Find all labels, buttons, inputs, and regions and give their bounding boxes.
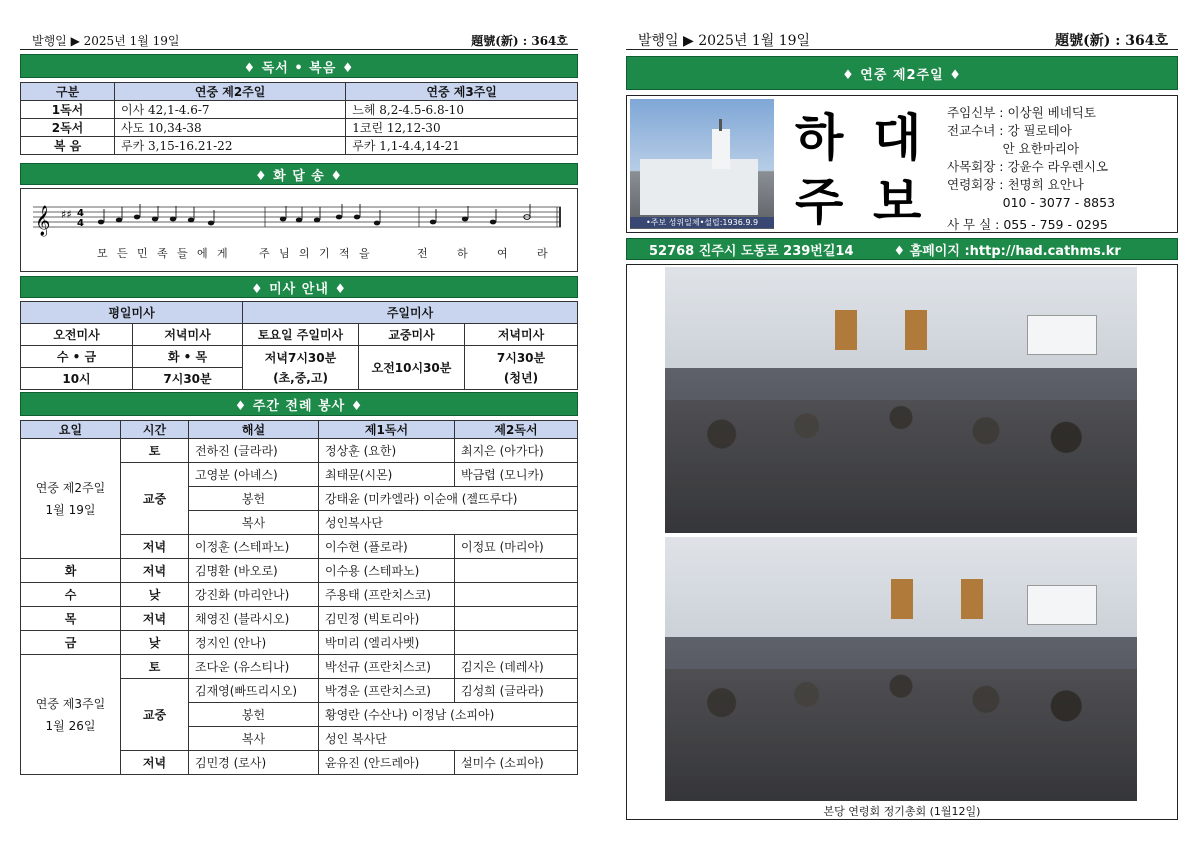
title-char: 보 bbox=[873, 172, 922, 231]
photo-caption: 본당 연령회 정기총회 (1월12일) bbox=[823, 805, 981, 818]
note-head bbox=[134, 215, 140, 220]
duty-cell: 이수용 (스테파노) bbox=[319, 559, 455, 583]
weekday-evening-time: 7시30분 bbox=[133, 368, 243, 390]
table-row bbox=[21, 119, 578, 137]
sun-evening-note: (청년) bbox=[503, 370, 539, 385]
reading-name: 복 음 bbox=[21, 137, 115, 155]
issue-number: 題號(新) : 364호 bbox=[471, 34, 568, 48]
meeting-photo-2 bbox=[665, 537, 1137, 801]
note-head bbox=[152, 217, 158, 222]
lyric-syllable: 님 bbox=[279, 247, 290, 260]
table-row bbox=[21, 101, 578, 119]
duty-cell: 이정묘 (마리아) bbox=[455, 535, 578, 559]
sat-mass-time: 저녁7시30분 bbox=[264, 350, 337, 365]
title-char: 주 bbox=[795, 172, 844, 231]
church-photo bbox=[630, 99, 774, 229]
note-head bbox=[490, 220, 496, 225]
address: 52768 진주시 도동로 239번길14 bbox=[649, 243, 854, 259]
meeting-photo-1 bbox=[665, 267, 1137, 533]
note-head bbox=[314, 218, 320, 223]
mass-col: 오전미사 bbox=[21, 324, 133, 346]
weekday-morning-time: 10시 bbox=[21, 368, 133, 390]
lyric-syllable: 게 bbox=[217, 247, 228, 260]
duty-cell: 전하진 (글라라) bbox=[189, 439, 319, 463]
sat-mass-note: (초,중,고) bbox=[273, 370, 328, 385]
duty-cell: 윤유진 (안드레아) bbox=[319, 751, 455, 775]
masthead bbox=[626, 95, 1178, 233]
duty-cell: 주용태 (프란치스코) bbox=[319, 583, 455, 607]
sunday-mass-header: 주일미사 bbox=[243, 302, 578, 324]
weekday: 화 bbox=[21, 559, 121, 583]
reading-week2: 루카 3,15-16.21-22 bbox=[115, 137, 346, 155]
mass-col: 교중미사 bbox=[359, 324, 465, 346]
reading-week2: 이사 42,1-4.6-7 bbox=[115, 101, 346, 119]
homepage-link[interactable]: ♦ 홈페이지 :http://had.cathms.kr bbox=[893, 243, 1121, 259]
duty-cell: 박금렵 (모니카) bbox=[455, 463, 578, 487]
note-head bbox=[354, 215, 360, 220]
svg-text:4: 4 bbox=[77, 218, 84, 229]
lyric-syllable: 든 bbox=[117, 247, 128, 260]
title-char: 하 bbox=[795, 108, 844, 167]
reading-name: 2독서 bbox=[21, 119, 115, 137]
time-main: 교중 bbox=[121, 679, 189, 751]
week1-label: 연중 제2주일 bbox=[35, 480, 106, 495]
note-head bbox=[116, 218, 122, 223]
sun-evening-time: 7시30분 bbox=[496, 350, 546, 365]
weekday-time: 저녁 bbox=[121, 559, 189, 583]
reading-week3: 1코린 12,12-30 bbox=[346, 119, 578, 137]
lyric-syllable: 족 bbox=[157, 247, 168, 260]
staff-notation bbox=[21, 189, 577, 245]
time-sat: 토 bbox=[121, 439, 189, 463]
duty-col-day: 요일 bbox=[21, 421, 121, 439]
serve-names: 성인 복사단 bbox=[319, 727, 578, 751]
title-char: 대 bbox=[873, 108, 922, 167]
duty-cell: 고영분 (아녜스) bbox=[189, 463, 319, 487]
week-band: ♦ 연중 제2주일 ♦ bbox=[626, 56, 1178, 90]
duty-cell bbox=[455, 607, 578, 631]
duty-cell: 김민정 (빅토리아) bbox=[319, 607, 455, 631]
offer-label: 봉헌 bbox=[189, 487, 319, 511]
duty-cell: 김명환 (바오로) bbox=[189, 559, 319, 583]
weekday-evening-days: 화 • 목 bbox=[133, 346, 243, 368]
weekday-time: 낮 bbox=[121, 583, 189, 607]
responsorial-title: ♦ 화 답 송 ♦ bbox=[20, 163, 578, 185]
duty-cell: 강진화 (마리안나) bbox=[189, 583, 319, 607]
lyric-syllable: 들 bbox=[177, 247, 188, 260]
staff-line: 010 - 3077 - 8853 bbox=[947, 195, 1116, 210]
duty-cell: 김지은 (데레사) bbox=[455, 655, 578, 679]
note-head bbox=[280, 217, 286, 222]
mass-title: ♦ 미사 안내 ♦ bbox=[20, 276, 578, 298]
note-head bbox=[296, 218, 302, 223]
time-sat: 토 bbox=[121, 655, 189, 679]
office-phone: 사 무 실 : 055 - 759 - 0295 bbox=[947, 217, 1108, 232]
reading-name: 1독서 bbox=[21, 101, 115, 119]
duty-cell: 정상훈 (요한) bbox=[319, 439, 455, 463]
lyric-syllable: 여 bbox=[497, 247, 508, 260]
duty-cell: 채영진 (블라시오) bbox=[189, 607, 319, 631]
duty-col-reading1: 제1독서 bbox=[319, 421, 455, 439]
issue-date: 발행일 ▶ 2025년 1월 19일 bbox=[32, 34, 180, 48]
address-band bbox=[626, 238, 1178, 260]
duty-col-reading2: 제2독서 bbox=[455, 421, 578, 439]
music-score bbox=[20, 188, 578, 272]
readings-title: ♦ 독서 • 복음 ♦ bbox=[20, 54, 578, 78]
week2-label: 연중 제3주일 bbox=[35, 696, 106, 711]
left-header bbox=[20, 32, 578, 50]
lyric-syllable: 하 bbox=[457, 247, 468, 260]
note-head bbox=[188, 218, 194, 223]
duty-cell: 설미수 (소피아) bbox=[455, 751, 578, 775]
offer-names: 황영란 (수산나) 이정남 (소피아) bbox=[319, 703, 578, 727]
staff-line: 전교수녀 : 강 필로테아 bbox=[947, 123, 1072, 138]
lyric-syllable: 에 bbox=[197, 247, 208, 260]
readings-col-kind: 구분 bbox=[21, 83, 115, 101]
duty-cell: 최지은 (아가다) bbox=[455, 439, 578, 463]
duty-cell: 조다운 (유스티나) bbox=[189, 655, 319, 679]
weekday: 금 bbox=[21, 631, 121, 655]
note-head bbox=[170, 217, 176, 222]
note-head bbox=[374, 221, 380, 226]
weekday: 목 bbox=[21, 607, 121, 631]
note-head bbox=[430, 220, 436, 225]
offer-names: 강태윤 (미카엘라) 이순애 (젤뜨루다) bbox=[319, 487, 578, 511]
serve-label: 복사 bbox=[189, 511, 319, 535]
offer-label: 봉헌 bbox=[189, 703, 319, 727]
issue-number: 題號(新) : 364호 bbox=[1055, 33, 1168, 49]
staff-list bbox=[947, 104, 1115, 234]
duty-cell bbox=[455, 583, 578, 607]
right-page bbox=[626, 0, 1178, 846]
duty-title: ♦ 주간 전례 봉사 ♦ bbox=[20, 392, 578, 416]
reading-week2: 사도 10,34-38 bbox=[115, 119, 346, 137]
table-row bbox=[21, 137, 578, 155]
time-eve: 저녁 bbox=[121, 535, 189, 559]
lyric-syllable: 라 bbox=[537, 247, 548, 260]
note-head bbox=[98, 220, 104, 225]
lyric-syllable: 적 bbox=[339, 247, 350, 260]
weekday-mass-header: 평일미사 bbox=[21, 302, 243, 324]
serve-label: 복사 bbox=[189, 727, 319, 751]
photo-panel bbox=[626, 264, 1178, 820]
duty-cell: 박미리 (엘리사벳) bbox=[319, 631, 455, 655]
readings-col-week3: 연중 제3주일 bbox=[346, 83, 578, 101]
week2-date: 1월 26일 bbox=[45, 718, 96, 733]
duty-cell: 박선규 (프란치스코) bbox=[319, 655, 455, 679]
lyric-syllable: 민 bbox=[137, 247, 148, 260]
duty-cell: 김성희 (글라라) bbox=[455, 679, 578, 703]
duty-cell: 박경운 (프란치스코) bbox=[319, 679, 455, 703]
time-main: 교중 bbox=[121, 463, 189, 535]
duty-col-time: 시간 bbox=[121, 421, 189, 439]
reading-week3: 루카 1,1-4.4,14-21 bbox=[346, 137, 578, 155]
weekday-time: 저녁 bbox=[121, 607, 189, 631]
duty-col-commentary: 해설 bbox=[189, 421, 319, 439]
staff-line: 주임신부 : 이상원 베네딕토 bbox=[947, 105, 1096, 120]
right-header bbox=[626, 30, 1178, 50]
duty-cell: 이수현 (플로라) bbox=[319, 535, 455, 559]
weekday-time: 낮 bbox=[121, 631, 189, 655]
readings-table bbox=[20, 82, 578, 155]
reading-week3: 느헤 8,2-4.5-6.8-10 bbox=[346, 101, 578, 119]
staff-line: 안 요한마리아 bbox=[947, 141, 1080, 156]
lyric-syllable: 기 bbox=[319, 247, 330, 260]
lyric-syllable: 의 bbox=[299, 247, 310, 260]
week1-date: 1월 19일 bbox=[45, 502, 96, 517]
church-photo-caption: •주보 성위일체•설립:1936.9.9 bbox=[630, 217, 774, 228]
mass-col: 저녁미사 bbox=[133, 324, 243, 346]
main-mass-time: 오전10시30분 bbox=[359, 346, 465, 390]
svg-text:𝄞: 𝄞 bbox=[35, 206, 51, 236]
weekday-morning-days: 수 • 금 bbox=[21, 346, 133, 368]
mass-table bbox=[20, 301, 578, 390]
duty-cell: 김민경 (로사) bbox=[189, 751, 319, 775]
duty-cell: 최태문(시몬) bbox=[319, 463, 455, 487]
readings-col-week2: 연중 제2주일 bbox=[115, 83, 346, 101]
mass-col: 토요일 주일미사 bbox=[243, 324, 359, 346]
lyric-syllable: 주 bbox=[259, 247, 270, 260]
duty-cell: 이정훈 (스테파노) bbox=[189, 535, 319, 559]
svg-text:♯♯: ♯♯ bbox=[61, 208, 72, 221]
left-page bbox=[20, 0, 578, 846]
note-head bbox=[208, 221, 214, 226]
lyric-syllable: 모 bbox=[97, 247, 108, 260]
time-eve: 저녁 bbox=[121, 751, 189, 775]
serve-names: 성인복사단 bbox=[319, 511, 578, 535]
duty-cell: 정지인 (안나) bbox=[189, 631, 319, 655]
weekday: 수 bbox=[21, 583, 121, 607]
lyric-syllable: 전 bbox=[417, 247, 428, 260]
note-head bbox=[336, 215, 342, 220]
duty-cell bbox=[455, 631, 578, 655]
mass-col: 저녁미사 bbox=[465, 324, 578, 346]
duty-table bbox=[20, 420, 578, 775]
staff-line: 사목회장 : 강윤수 라우렌시오 bbox=[947, 159, 1109, 174]
duty-cell: 김재영(빠뜨리시오) bbox=[189, 679, 319, 703]
svg-text:4: 4 bbox=[77, 208, 84, 219]
issue-date: 발행일 ▶ 2025년 1월 19일 bbox=[638, 33, 811, 49]
note-head bbox=[462, 217, 468, 222]
staff-line: 연령회장 : 천명희 요안나 bbox=[947, 177, 1084, 192]
duty-cell bbox=[455, 559, 578, 583]
lyric-syllable: 을 bbox=[359, 247, 370, 260]
